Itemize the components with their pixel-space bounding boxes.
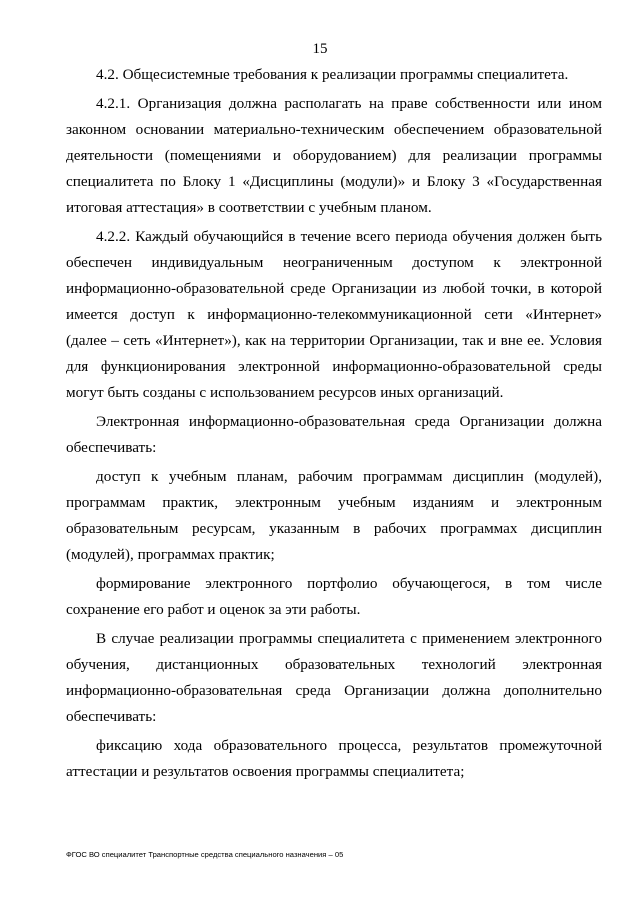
paragraph-4-2-2: 4.2.2. Каждый обучающийся в течение всего периода обучения должен быть обеспечен индивидуальным неограниченным доступом к электронной информационно-образовательной среде Организации из любой точки, в которой имеется доступ к информационно-телекоммуникационной сети «Интернет» (далее – сеть «Интернет»), как на территории Организации, так и вне ее. Условия для функционирования электронной информационно-образовательной среды могут быть созданы с использованием ресурсов иных организаций. [66, 228, 602, 401]
paragraph-eios-requirements: Электронная информационно-образовательная среда Организации должна обеспечивать: [66, 413, 602, 456]
paragraph-4-2-1: 4.2.1. Организация должна располагать на праве собственности или ином законном основании материально-техническим обеспечением образовательной деятельности (помещениями и оборудованием) для реализации программы специалитета по Блоку 1 «Дисциплины (модули)» и Блоку 3 «Государственная итоговая аттестация» в соответствии с учебным планом. [66, 95, 602, 216]
paragraph-portfolio: формирование электронного портфолио обучающегося, в том числе сохранение его работ и оценок за эти работы. [66, 575, 602, 618]
paragraph-access-to-plans: доступ к учебным планам, рабочим программам дисциплин (модулей), программам практик, электронным учебным изданиям и электронным образовательным ресурсам, указанным в рабочих программах дисциплин (модулей), программах практик; [66, 468, 602, 563]
paragraph-distance-learning: В случае реализации программы специалитета с применением электронного обучения, дистанционных образовательных технологий электронная информационно-образовательная среда Организации должна дополнительно обеспечивать: [66, 630, 602, 725]
document-body [66, 62, 602, 785]
footer-standard-code: ФГОС ВО специалитет Транспортные средства специального назначения – 05 [66, 850, 344, 859]
paragraph-process-recording: фиксацию хода образовательного процесса, результатов промежуточной аттестации и результатов освоения программы специалитета; [66, 737, 602, 780]
section-heading-4-2: 4.2. Общесистемные требования к реализации программы специалитета. [96, 66, 569, 83]
page-number: 15 [312, 41, 328, 57]
